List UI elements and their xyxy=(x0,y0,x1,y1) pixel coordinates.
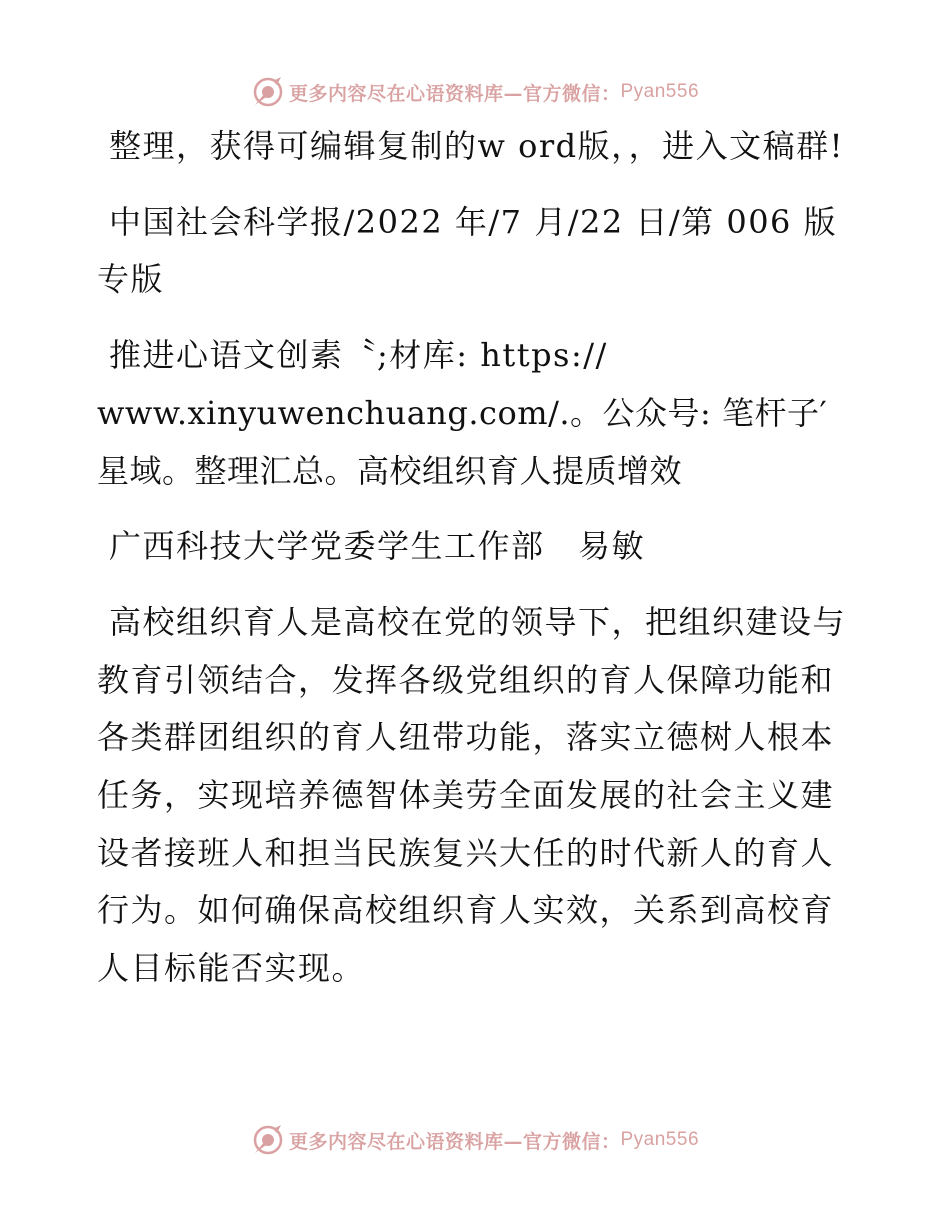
banner-text: 更多内容尽在心语资料库—官方微信： xyxy=(288,1130,621,1153)
header-watermark-banner xyxy=(0,72,950,112)
banner-wechat-id: Pyan556 xyxy=(620,81,700,102)
footer-watermark-banner xyxy=(0,1120,950,1160)
promo-line-2: www.xinyuwenchuang.com/.。公众号: 笔杆子′星域。整理汇总。高校组织育人提质增效 xyxy=(97,393,828,490)
document-body xyxy=(97,118,857,1016)
paragraph-body: 高校组织育人是高校在党的领导下，把组织建设与教育引领结合，发挥各级党组织的育人保障功能和各类群团组织的育人纽带功能，落实立德树人根本任务，实现培养德智体美劳全面发展的社会主义建设者接班人和担当民族复兴大任的时代新人的育人行为。如何确保高校组织育人实效，关系到高校育人目标能否实现。 xyxy=(97,602,847,988)
promo-line-1: 推进心语文创素〝;材库: https:// xyxy=(109,336,608,375)
paragraph-promo xyxy=(97,327,857,500)
pen-logo-icon xyxy=(251,75,285,109)
paragraph-intro: 整理，获得可编辑复制的w ord版，，进入文稿群! xyxy=(109,127,844,165)
banner-wechat-id: Pyan556 xyxy=(620,1129,700,1150)
banner-text: 更多内容尽在心语资料库—官方微信： xyxy=(288,82,621,105)
pen-logo-icon xyxy=(251,1123,285,1157)
paragraph-author: 广西科技大学党委学生工作部 易敏 xyxy=(109,527,646,566)
paragraph-source: 中国社会科学报/2022 年/7 月/22 日/第 006 版专版 xyxy=(97,202,838,299)
